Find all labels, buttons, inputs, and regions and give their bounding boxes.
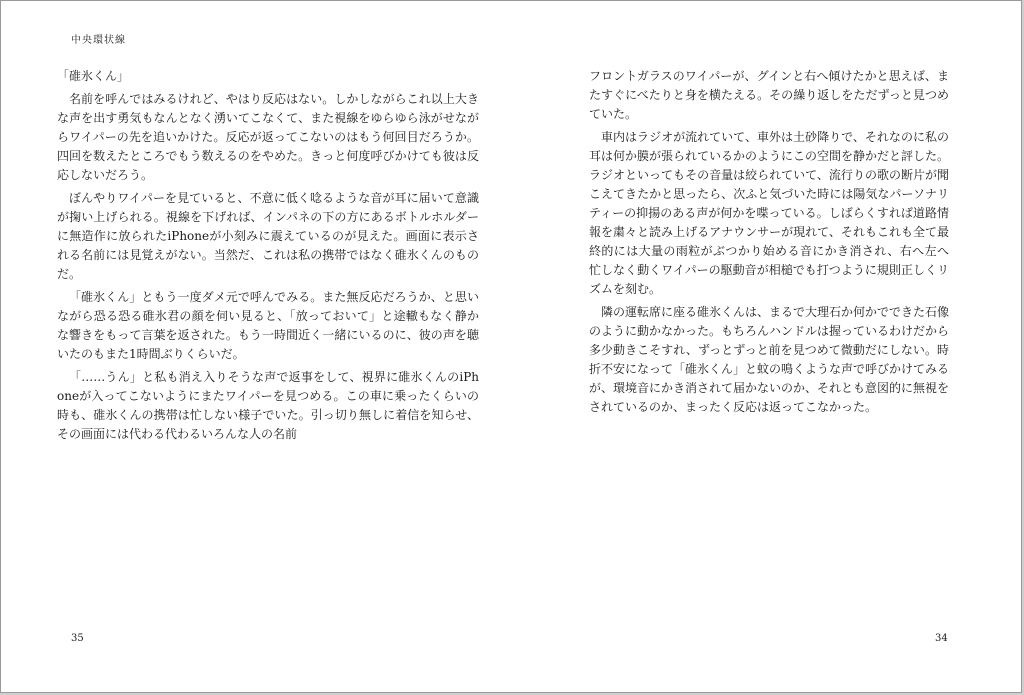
left-paragraph: 「碓氷くん」 [57, 69, 130, 83]
right-page-body [589, 67, 949, 627]
left-paragraph: 「……うん」と私も消え入りそうな声で返事をして、視界に碓氷くんのiPhoneが入ってこないようにまたワイパーを見つめる。この車に乗ったくらいの時も、碓氷くんの携帯は忙しない様子でいた。引っ切り無しに着信を知らせ、その画面には代わる代わるいろんな人の名前 [57, 370, 479, 441]
right-paragraph: フロントガラスのワイパーが、グインと右へ傾けたかと思えば、またすぐにべたりと身を横たえる。その繰り返しをただずっと見つめていた。 [589, 69, 949, 121]
left-paragraph: 名前を呼んではみるけれど、やはり反応はない。しかしながらこれ以上大きな声を出す勇気もなんとなく湧いてこなくて、また視線をゆらゆら泳がせながらワイパーの先を追いかけた。反応が返ってこないのはもう何回目だろうか。四回を数えたところでもう数えるのをやめた。きっと何度呼びかけても彼は反応しないだろう。 [57, 92, 479, 182]
page-number-right: 34 [935, 633, 948, 644]
right-paragraph: 車内はラジオが流れていて、車外は土砂降りで、それなのに私の耳は何か膜が張られているかのようにこの空間を静かだと評した。ラジオといってもその音量は絞られていて、流行りの歌の断片が聞こえてきたかと思ったら、次ふと気づいた時には陽気なパーソナリティーの抑揚のある声が何かを喋っている。しばらくすれば道路情報を粛々と読み上げるアナウンサーが現れて、それもこれも全て最終的には大量の雨粒がぶつかり始める音にかき消され、右へ左へ忙しなく動くワイパーの駆動音が相槌でも打つように規則正しくリズムを刻む。 [589, 130, 949, 296]
left-page-body [57, 67, 479, 627]
left-paragraph: 「碓氷くん」ともう一度ダメ元で呼んでみる。また無反応だろうか、と思いながら恐る恐る碓氷君の顔を伺い見ると、「放っておいて」と途轍もなく静かな響きをもって言葉を返された。もう一時間近く一緒にいるのに、彼の声を聴いたのもまた1時間ぶりくらいだ。 [57, 290, 479, 361]
left-paragraph: ぼんやりワイパーを見ていると、不意に低く唸るような音が耳に届いて意識が掬い上げられる。視線を下げれば、インパネの下の方にあるボトルホルダーに無造作に放られたiPhoneが小刻みに震えているのが見えた。画面に表示される名前には見覚えがない。当然だ、これは私の携帯ではなく碓氷くんのものだ。 [57, 191, 479, 281]
page-number-left: 35 [71, 633, 84, 644]
right-paragraph: 隣の運転席に座る碓氷くんは、まるで大理石か何かでできた石像のように動かなかった。もちろんハンドルは握っているわけだから多少動きこそすれ、ずっとずっと前を見つめて微動だにしない。時折不安になって「碓氷くん」と蚊の鳴くような声で呼びかけてみるが、環境音にかき消されて届かないのか、それとも意図的に無視をされているのか、まったく反応は返ってこなかった。 [589, 305, 949, 414]
running-head: 中央環状線 [71, 35, 126, 46]
